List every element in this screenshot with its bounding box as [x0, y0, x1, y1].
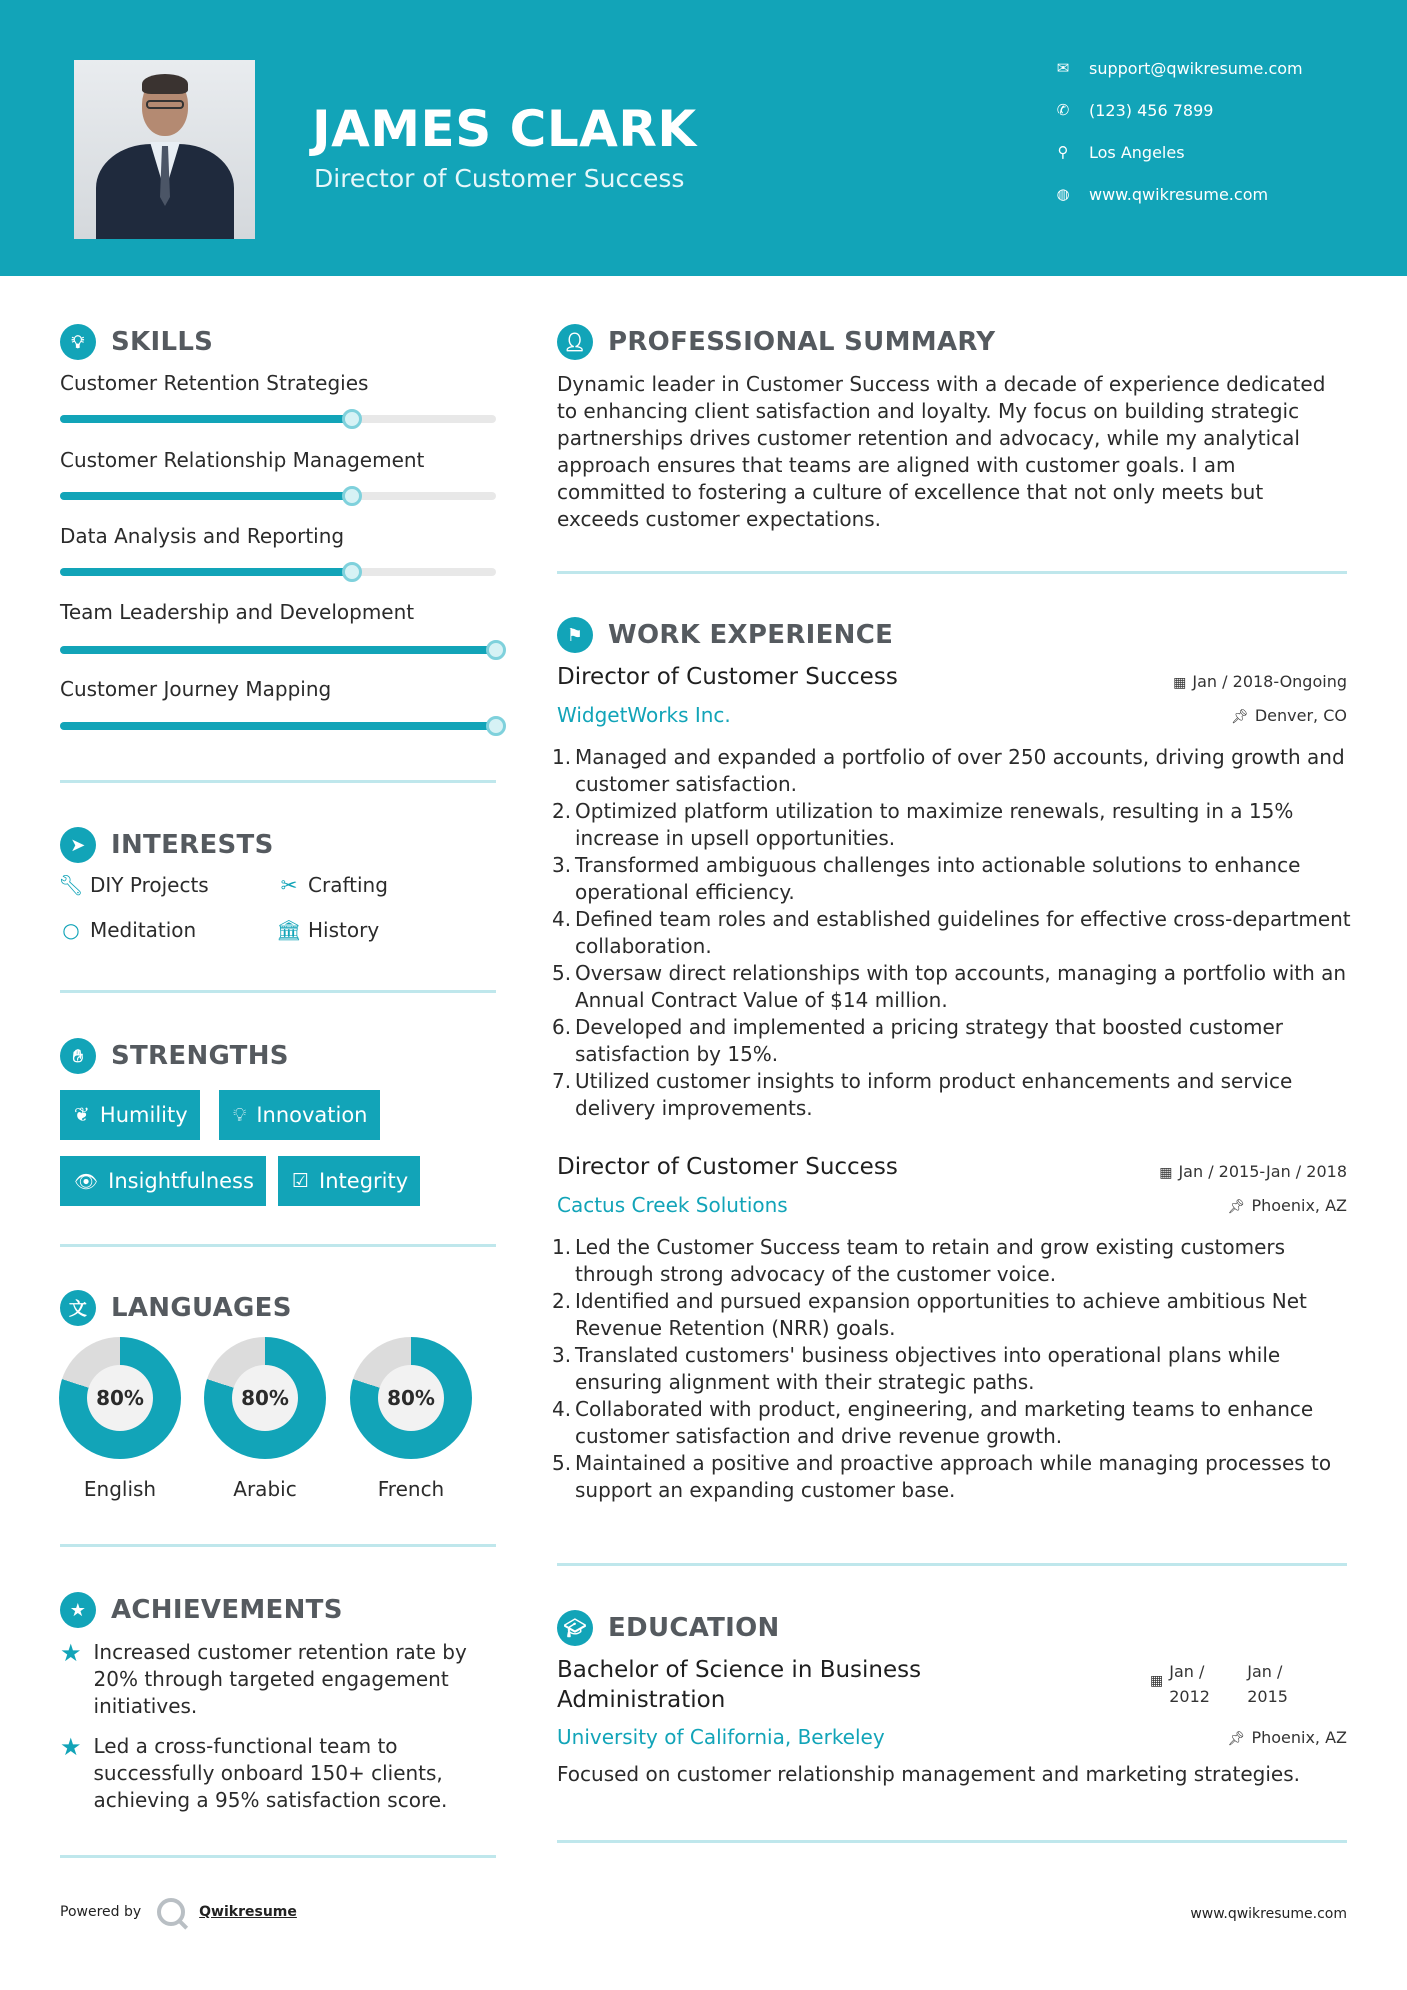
interests-heading: ➤ INTERESTS — [60, 827, 274, 863]
skill-bar-fill — [60, 492, 352, 500]
list-item: 1. Led the Customer Success team to retain and grow existing customers through strong advocacy of the customer voice. — [552, 1235, 1286, 1286]
list-item: 4. Defined team roles and established guidelines for effective cross-department collaboration. — [552, 907, 1351, 958]
language-percent: 80% — [87, 1365, 153, 1431]
brand-link[interactable]: Qwikresume — [199, 1904, 297, 1920]
language-icon: 文 — [60, 1290, 96, 1326]
skill-bar — [60, 646, 496, 654]
strength-tag: ❦ Humility — [60, 1090, 200, 1140]
list-item: 4. Collaborated with product, engineering, and marketing teams to enhance customer satisfaction and drive revenue growth. — [552, 1397, 1314, 1448]
section-divider — [60, 1544, 496, 1547]
leaf-icon: ❦ — [74, 1104, 90, 1126]
section-divider — [60, 990, 496, 993]
pin-icon: 📌︎ — [1231, 709, 1249, 725]
lightbulb-icon: 💡︎ — [233, 1104, 247, 1126]
check-square-icon: ☑ — [292, 1170, 310, 1192]
star-icon: ★ — [60, 1733, 82, 1761]
job-dates: ▦ Jan / 2015-Jan / 2018 — [1159, 1162, 1347, 1181]
education-school: University of California, Berkeley — [557, 1725, 885, 1749]
map-pin-icon: ⚲ — [1057, 143, 1069, 161]
job-bullets — [552, 744, 1352, 1122]
language-percent: 80% — [378, 1365, 444, 1431]
strength-tag: 💡︎ Innovation — [219, 1090, 380, 1140]
qwikresume-logo-icon — [157, 1898, 185, 1926]
list-item: 5. Maintained a positive and proactive approach while managing processes to support an expanding customer base. — [552, 1451, 1332, 1502]
skill-bar-knob — [342, 486, 362, 506]
section-divider — [557, 1563, 1347, 1566]
skill-bar — [60, 415, 496, 423]
skill-label: Data Analysis and Reporting — [60, 524, 345, 548]
eye-icon: 👁︎ — [74, 1170, 99, 1193]
job-company: Cactus Creek Solutions — [557, 1193, 788, 1217]
hand-icon: ✋︎ — [60, 1038, 96, 1074]
pin-icon: 📌︎ — [1227, 1199, 1246, 1215]
education-dates: ▦ Jan / 2012 Jan / 2015 — [1150, 1659, 1307, 1709]
strength-tag: ☑ Integrity — [278, 1156, 420, 1206]
job-location: 📌︎ Denver, CO — [1231, 706, 1347, 725]
list-item: 1. Managed and expanded a portfolio of over 250 accounts, driving growth and customer satisfaction. — [552, 745, 1345, 796]
circle-icon: ○ — [62, 918, 80, 942]
skill-bar — [60, 492, 496, 500]
interest-item: ✂ Crafting — [276, 873, 388, 897]
education-location: 📌︎ Phoenix, AZ — [1227, 1728, 1347, 1747]
list-item: 2. Optimized platform utilization to maximize renewals, resulting in a 15% increase in upsell opportunities. — [552, 799, 1294, 850]
footer-website[interactable]: www.qwikresume.com — [1190, 1906, 1347, 1922]
language-name: French — [377, 1477, 445, 1501]
interest-item: 🔧︎ DIY Projects — [58, 873, 209, 897]
graduation-icon: 🎓︎ — [557, 1610, 593, 1646]
globe-icon: ◍ — [1056, 185, 1070, 203]
language-item — [204, 1337, 326, 1501]
briefcase-icon: ⚑ — [557, 617, 593, 653]
job-title: Director of Customer Success — [557, 664, 898, 690]
job-bullets — [552, 1234, 1352, 1504]
star-icon: ★ — [60, 1639, 82, 1667]
candidate-name: JAMES CLARK — [312, 100, 697, 158]
user-icon: 👤︎ — [557, 324, 593, 360]
skill-bar-fill — [60, 646, 496, 654]
skill-label: Customer Relationship Management — [60, 448, 425, 472]
strengths-heading: ✋︎ STRENGTHS — [60, 1038, 289, 1074]
language-item — [59, 1337, 181, 1501]
list-item: 7. Utilized customer insights to inform product enhancements and service delivery improvements. — [552, 1069, 1293, 1120]
section-divider — [60, 1855, 496, 1858]
profile-photo — [74, 60, 255, 239]
interest-item: ○ Meditation — [58, 918, 196, 942]
skill-bar-knob — [486, 640, 506, 660]
language-name: Arabic — [233, 1477, 297, 1501]
language-ring — [204, 1337, 326, 1459]
pin-icon: 📌︎ — [1227, 1731, 1246, 1747]
job-dates: ▦ Jan / 2018-Ongoing — [1173, 672, 1347, 691]
skill-label: Team Leadership and Development — [60, 600, 415, 624]
summary-heading: 👤︎ PROFESSIONAL SUMMARY — [557, 324, 995, 360]
experience-heading: ⚑ WORK EXPERIENCE — [557, 617, 893, 653]
scissors-icon: ✂ — [280, 873, 298, 897]
envelope-icon: ✉ — [1056, 59, 1070, 77]
phone-icon: ✆ — [1056, 101, 1070, 119]
section-divider — [557, 1840, 1347, 1843]
education-heading: 🎓︎ EDUCATION — [557, 1610, 780, 1646]
lightbulb-icon: 💡︎ — [60, 324, 96, 360]
skill-bar-knob — [342, 562, 362, 582]
skill-bar-fill — [60, 568, 352, 576]
language-item — [350, 1337, 472, 1501]
resume-header: JAMES CLARK Director of Customer Success ✉ support@qwikresume.com ✆ (123) 456 7899 ⚲ Los Angeles ◍ www.qwikresume.com — [0, 0, 1407, 276]
interest-item: 🏛︎ History — [276, 918, 380, 942]
skill-label: Customer Retention Strategies — [60, 371, 369, 395]
skill-bar-fill — [60, 722, 496, 730]
list-item: 3. Translated customers' business objectives into operational plans while ensuring alignment with their strategic paths. — [552, 1343, 1281, 1394]
section-divider — [557, 571, 1347, 574]
skill-bar — [60, 722, 496, 730]
achievement-item: ★ Led a cross-functional team to successfully onboard 150+ clients, achieving a 95% satisfaction score. — [60, 1733, 448, 1812]
skill-bar-knob — [486, 716, 506, 736]
achievements-heading: ★ ACHIEVEMENTS — [60, 1592, 343, 1628]
skill-bar-knob — [342, 409, 362, 429]
summary-text: Dynamic leader in Customer Success with a decade of experience dedicated to enhancing client satisfaction and loyalty. My focus on building strategic partnerships drives customer retention and advocacy, while my analytical approach ensures that teams are aligned with customer goals. I am committed to fostering a culture of excellence that not only meets but exceeds customer expectations. — [557, 372, 1326, 531]
job-location: 📌︎ Phoenix, AZ — [1227, 1196, 1347, 1215]
powered-by: Powered by Qwikresume — [60, 1898, 297, 1926]
achievement-item: ★ Increased customer retention rate by 20% through targeted engagement initiatives. — [60, 1639, 467, 1718]
skill-bar-fill — [60, 415, 352, 423]
strength-tag: 👁︎ Insightfulness — [60, 1156, 266, 1206]
calendar-icon: ▦ — [1173, 675, 1187, 691]
list-item: 3. Transformed ambiguous challenges into actionable solutions to enhance operational efficiency. — [552, 853, 1301, 904]
list-item: 6. Developed and implemented a pricing strategy that boosted customer satisfaction by 15%. — [552, 1015, 1284, 1066]
wrench-icon: 🔧︎ — [58, 873, 84, 897]
language-percent: 80% — [232, 1365, 298, 1431]
language-ring — [59, 1337, 181, 1459]
paper-plane-icon: ➤ — [60, 827, 96, 863]
list-item: 5. Oversaw direct relationships with top accounts, managing a portfolio with an Annual Contract Value of $14 million. — [552, 961, 1347, 1012]
list-item: 2. Identified and pursued expansion opportunities to achieve ambitious Net Revenue Retention (NRR) goals. — [552, 1289, 1307, 1340]
languages-heading: 文 LANGUAGES — [60, 1290, 292, 1326]
skills-heading: 💡︎ SKILLS — [60, 324, 213, 360]
education-description: Focused on customer relationship management and marketing strategies. — [557, 1762, 1300, 1786]
candidate-role: Director of Customer Success — [314, 164, 685, 193]
calendar-icon: ▦ — [1150, 1673, 1164, 1689]
calendar-icon: ▦ — [1159, 1165, 1173, 1181]
language-name: English — [83, 1477, 157, 1501]
section-divider — [60, 780, 496, 783]
language-ring — [350, 1337, 472, 1459]
job-company: WidgetWorks Inc. — [557, 703, 731, 727]
job-title: Director of Customer Success — [557, 1154, 898, 1180]
section-divider — [60, 1244, 496, 1247]
skill-label: Customer Journey Mapping — [60, 677, 332, 701]
skill-bar — [60, 568, 496, 576]
education-degree: Bachelor of Science in Business Administration — [557, 1657, 922, 1713]
institution-icon: 🏛︎ — [276, 918, 302, 942]
star-badge-icon: ★ — [60, 1592, 96, 1628]
